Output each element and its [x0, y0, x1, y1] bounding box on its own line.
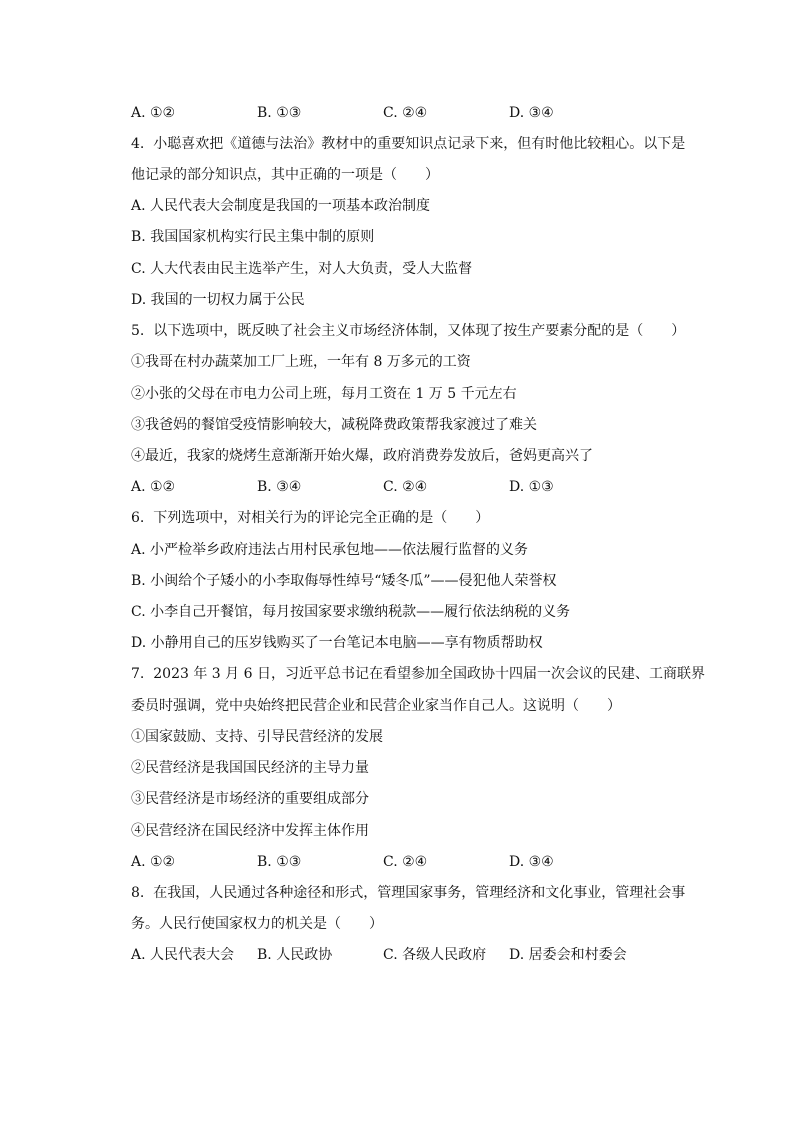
q8-option-a: A. 人民代表大会: [131, 947, 235, 963]
q4-choice-d: D. 我国的一切权力属于公民: [131, 292, 305, 308]
q8-option-d: D. 居委会和村委会: [509, 947, 627, 963]
q3-options: [131, 104, 701, 122]
q6-choice-a: A. 小严检举乡政府违法占用村民承包地——依法履行监督的义务: [131, 542, 529, 558]
q7-stem-line-1: 7. 2023 年 3 月 6 日，习近平总书记在看望参加全国政协十四届一次会议的民建、工商联界: [131, 666, 705, 682]
q7-statement-3: ③民营经济是市场经济的重要组成部分: [131, 791, 369, 807]
q3-option-d: D. ③④: [509, 105, 554, 121]
q4-stem-line-1: 4. 小聪喜欢把《道德与法治》教材中的重要知识点记录下来，但有时他比较粗心。以下是: [131, 136, 686, 152]
q6-stem-line-1: 6. 下列选项中，对相关行为的评论完全正确的是（ ）: [131, 510, 490, 526]
q7-statement-1: ①国家鼓励、支持、引导民营经济的发展: [131, 729, 383, 745]
q5-statement-1: ①我哥在村办蔬菜加工厂上班，一年有 8 万多元的工资: [131, 354, 471, 370]
q7-option-b: B. ①③: [257, 854, 302, 870]
q3-option-a: A. ①②: [131, 105, 176, 121]
q7-options: [131, 853, 701, 871]
q5-statement-2: ②小张的父母在市电力公司上班，每月工资在 1 万 5 千元左右: [131, 386, 517, 402]
q4-choice-a: A. 人民代表大会制度是我国的一项基本政治制度: [131, 198, 431, 214]
q8-stem-line-2: 务。人民行使国家权力的机关是（ ）: [131, 916, 383, 932]
q5-options: [131, 478, 701, 496]
q5-stem-line-1: 5. 以下选项中，既反映了社会主义市场经济体制，又体现了按生产要素分配的是（ ）: [131, 323, 686, 339]
q5-option-d: D. ①③: [509, 479, 554, 495]
q4-choice-b: B. 我国国家机构实行民主集中制的原则: [131, 229, 375, 245]
q7-option-a: A. ①②: [131, 854, 176, 870]
q6-choice-d: D. 小静用自己的压岁钱购买了一台笔记本电脑——享有物质帮助权: [131, 635, 543, 651]
q3-option-c: C. ②④: [383, 105, 428, 121]
q5-option-b: B. ③④: [257, 479, 302, 495]
q5-option-a: A. ①②: [131, 479, 176, 495]
q8-stem-line-1: 8. 在我国，人民通过各种途径和形式，管理国家事务，管理经济和文化事业，管理社会事: [131, 885, 686, 901]
q8-option-c: C. 各级人民政府: [383, 947, 487, 963]
q3-option-b: B. ①③: [257, 105, 302, 121]
q7-option-d: D. ③④: [509, 854, 554, 870]
q7-stem-line-2: 委员时强调，党中央始终把民营企业和民营企业家当作自己人。这说明（ ）: [131, 698, 621, 714]
q7-statement-2: ②民营经济是我国国民经济的主导力量: [131, 760, 369, 776]
q4-choice-c: C. 人大代表由民主选举产生，对人大负责，受人大监督: [131, 261, 473, 277]
q5-option-c: C. ②④: [383, 479, 428, 495]
q7-statement-4: ④民营经济在国民经济中发挥主体作用: [131, 823, 369, 839]
q6-choice-c: C. 小李自己开餐馆，每月按国家要求缴纳税款——履行依法纳税的义务: [131, 604, 571, 620]
q8-option-b: B. 人民政协: [257, 947, 333, 963]
q7-option-c: C. ②④: [383, 854, 428, 870]
q6-choice-b: B. 小闽给个子矮小的小李取侮辱性绰号“矮冬瓜”——侵犯他人荣誉权: [131, 573, 557, 589]
q8-options: [131, 946, 701, 964]
q5-statement-4: ④最近，我家的烧烤生意渐渐开始火爆，政府消费券发放后，爸妈更高兴了: [131, 448, 593, 464]
q4-stem-line-2: 他记录的部分知识点，其中正确的一项是（ ）: [131, 167, 439, 183]
q5-statement-3: ③我爸妈的餐馆受疫情影响较大，减税降费政策帮我家渡过了难关: [131, 417, 537, 433]
